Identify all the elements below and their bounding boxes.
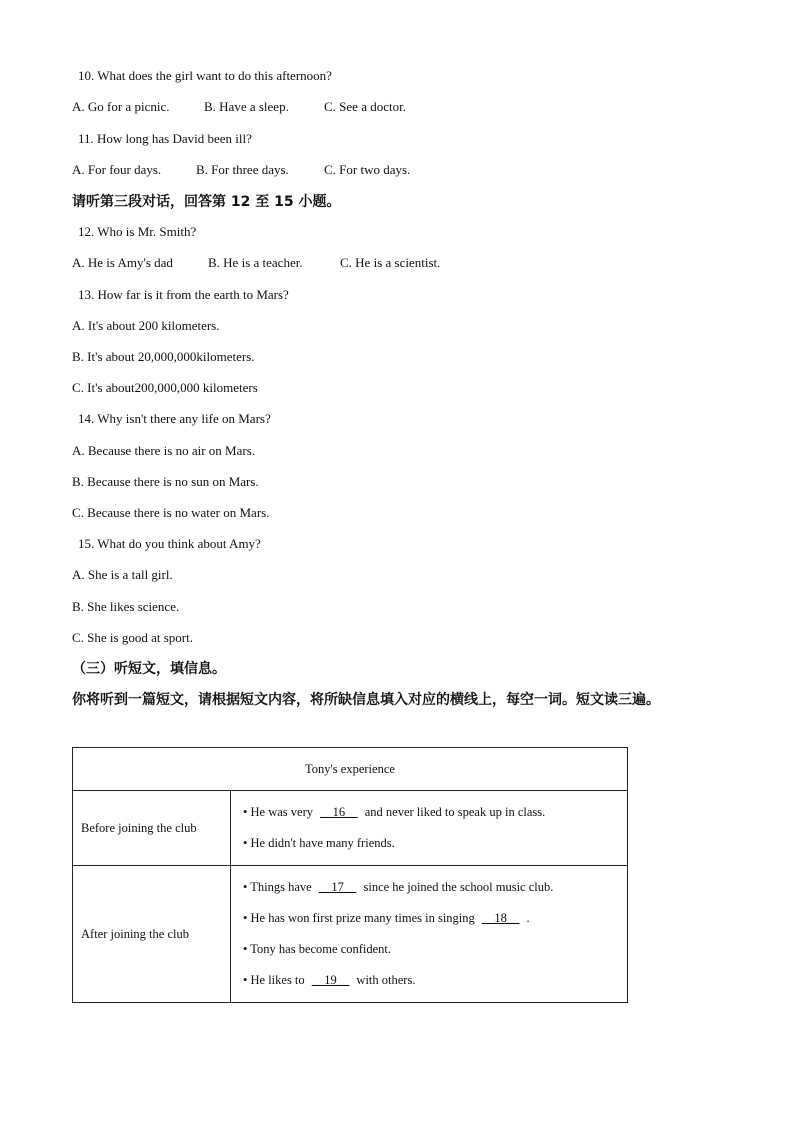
blank-19[interactable]: __19__ [311,973,350,987]
row-bullets-after [231,866,628,1003]
question-14: 14. Why isn't there any life on Mars? [78,411,271,426]
option-15-a: A. She is a tall girl. [72,567,173,582]
option-12-c: C. He is a scientist. [340,255,441,270]
bullet-item: • He didn't have many friends. [243,836,395,850]
question-13: 13. How far is it from the earth to Mars? [78,287,289,302]
option-15-b: B. She likes science. [72,599,180,614]
blank-17[interactable]: __17__ [318,880,357,894]
option-14-c: C. Because there is no water on Mars. [72,505,270,520]
tony-experience-table [72,747,628,1003]
bullet-item [243,965,627,996]
option-13-b: B. It's about 20,000,000kilometers. [72,349,255,364]
option-12-a: A. He is Amy's dad [72,255,173,270]
option-10-a: A. Go for a picnic. [72,99,170,114]
table-title: Tony's experience [73,748,628,791]
blank-16[interactable]: __16__ [320,805,358,819]
option-15-c: C. She is good at sport. [72,630,193,645]
bullet-text: . [523,911,530,925]
bullet-text: with others. [353,973,416,987]
section-3-title: （三）听短文，填信息。 [72,661,226,677]
bullet-item [243,903,627,934]
blank-number: 17 [331,880,344,894]
bullet-text: • He has won first prize many times in singing [243,911,478,925]
bullet-item [243,872,627,903]
row-label-after: After joining the club [73,866,231,1003]
row-bullets-before [231,791,628,866]
question-12: 12. Who is Mr. Smith? [78,224,197,239]
option-12-b: B. He is a teacher. [208,255,303,270]
option-11-a: A. For four days. [72,162,162,177]
question-10: 10. What does the girl want to do this afternoon? [78,68,332,83]
option-11-c: C. For two days. [324,162,411,177]
blank-number: 16 [332,805,346,819]
option-14-a: A. Because there is no air on Mars. [72,443,256,458]
blank-number: 19 [324,973,337,987]
option-10-c: C. See a doctor. [324,99,406,114]
option-10-b: B. Have a sleep. [204,99,289,114]
blank-18[interactable]: __18__ [481,911,520,925]
bullet-text: since he joined the school music club. [360,880,554,894]
bullet-text: • He was very [243,805,317,819]
bullet-text: • Things have [243,880,315,894]
option-14-b: B. Because there is no sun on Mars. [72,474,259,489]
blank-number: 18 [494,911,507,925]
question-11: 11. How long has David been ill? [78,131,252,146]
option-13-a: A. It's about 200 kilometers. [72,318,220,333]
option-11-b: B. For three days. [196,162,289,177]
section-3-instruction: 你将听到一篇短文，请根据短文内容，将所缺信息填入对应的横线上，每空一词。短文读三遍。 [72,692,660,708]
bullet-item [243,797,627,828]
question-15: 15. What do you think about Amy? [78,536,261,551]
option-13-c: C. It's about200,000,000 kilometers [72,380,258,395]
row-label-before: Before joining the club [73,791,231,866]
bullet-text: • He likes to [243,973,308,987]
bullet-text: and never liked to speak up in class. [361,805,546,819]
dialogue-3-instruction: 请听第三段对话，回答第 12 至 15 小题。 [72,194,341,210]
bullet-item: • Tony has become confident. [243,942,392,956]
